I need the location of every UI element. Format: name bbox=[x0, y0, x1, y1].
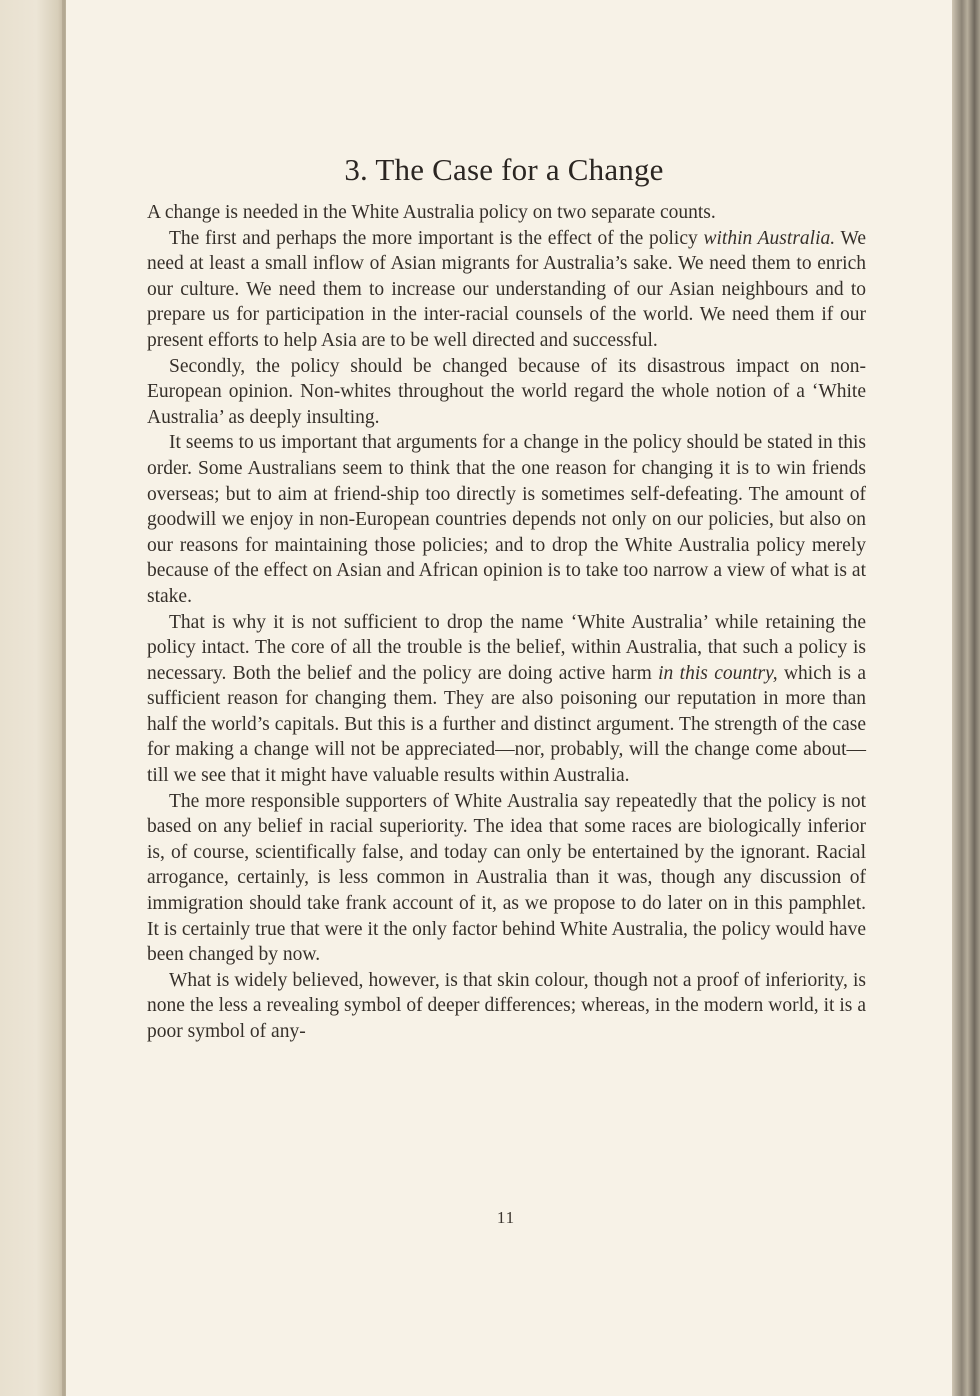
paragraph-text: A change is needed in the White Australia policy on two separate counts. bbox=[147, 202, 716, 223]
paragraph-2 bbox=[147, 226, 866, 354]
chapter-body bbox=[147, 200, 866, 1045]
paragraph-3 bbox=[147, 354, 866, 431]
paragraph-text: which is a sufficient reason for changing them. They are also poisoning our reputation in more than half the world’s capitals. But this is a further and distinct argument. The strength of the case for making a change will not be appreciated—nor, probably, will the change come about—till we see that it might have valuable results within Australia. bbox=[147, 662, 866, 787]
left-page-edge bbox=[0, 0, 66, 1396]
paragraph-text: The more responsible supporters of White Australia say repeatedly that the policy is not based on any belief in racial superiority. The idea that some races are biologically inferior is, of course, scientifically false, and today can only be entertained by the ignorant. Racial arrogance, certainly, is less common in Australia than it was, though any discussion of immigration should take frank account of it, as we propose to do later on in this pamphlet. It is certainly true that were it the only factor behind White Australia, the policy would have been changed by now. bbox=[147, 790, 866, 966]
paragraph-text: It seems to us important that arguments for a change in the policy should be stated in this order. Some Australians seem to think that the one reason for changing it is to win friends overseas; but to aim at friend-ship too directly is sometimes self-defeating. The amount of goodwill we enjoy in non-European countries depends not only on our policies, but also on our reasons for maintaining those policies; and to drop the White Australia policy merely because of the effect on Asian and African opinion is to take too narrow a view of what is at stake. bbox=[147, 432, 866, 607]
paragraph-text: The first and perhaps the more important is the effect of the policy bbox=[169, 227, 704, 249]
page-number: 11 bbox=[496, 1208, 516, 1227]
paragraph-text: Secondly, the policy should be changed because of its disastrous impact on non-European opinion. Non-whites throughout the world regard the whole notion of a ‘White Australia’ as deeply insulting. bbox=[147, 355, 866, 428]
paragraph-text: That is why it is not sufficient to drop the name ‘White Australia’ while retaining the policy intact. The core of all the trouble is the belief, within Australia, that such a policy is necessary. Both the belief and the policy are doing active harm bbox=[147, 611, 866, 684]
paragraph-4 bbox=[147, 430, 866, 609]
binding-gutter-line bbox=[62, 0, 65, 1396]
paragraph-6 bbox=[147, 789, 866, 968]
italic-emphasis: in this country, bbox=[658, 662, 778, 684]
paragraph-text: We need at least a small inflow of Asian migrants for Australia’s sake. We need them to enrich our culture. We need them to increase our understanding of our Asian neighbours and to prepare us for participation in the inter-racial counsels of the world. We need them if our present efforts to help Asia are to be well directed and successful. bbox=[147, 227, 867, 351]
right-page-edge bbox=[952, 0, 980, 1396]
chapter-title: 3. The Case for a Change bbox=[344, 152, 664, 187]
paragraph-text: What is widely believed, however, is that skin colour, though not a proof of inferiority, is none the less a revealing symbol of deeper differences; whereas, in the modern world, it is a poor symbol of any- bbox=[147, 969, 866, 1042]
italic-emphasis: within Australia. bbox=[703, 227, 836, 249]
paragraph-7 bbox=[147, 968, 866, 1045]
paragraph-1 bbox=[147, 200, 866, 226]
paragraph-5 bbox=[147, 610, 866, 789]
